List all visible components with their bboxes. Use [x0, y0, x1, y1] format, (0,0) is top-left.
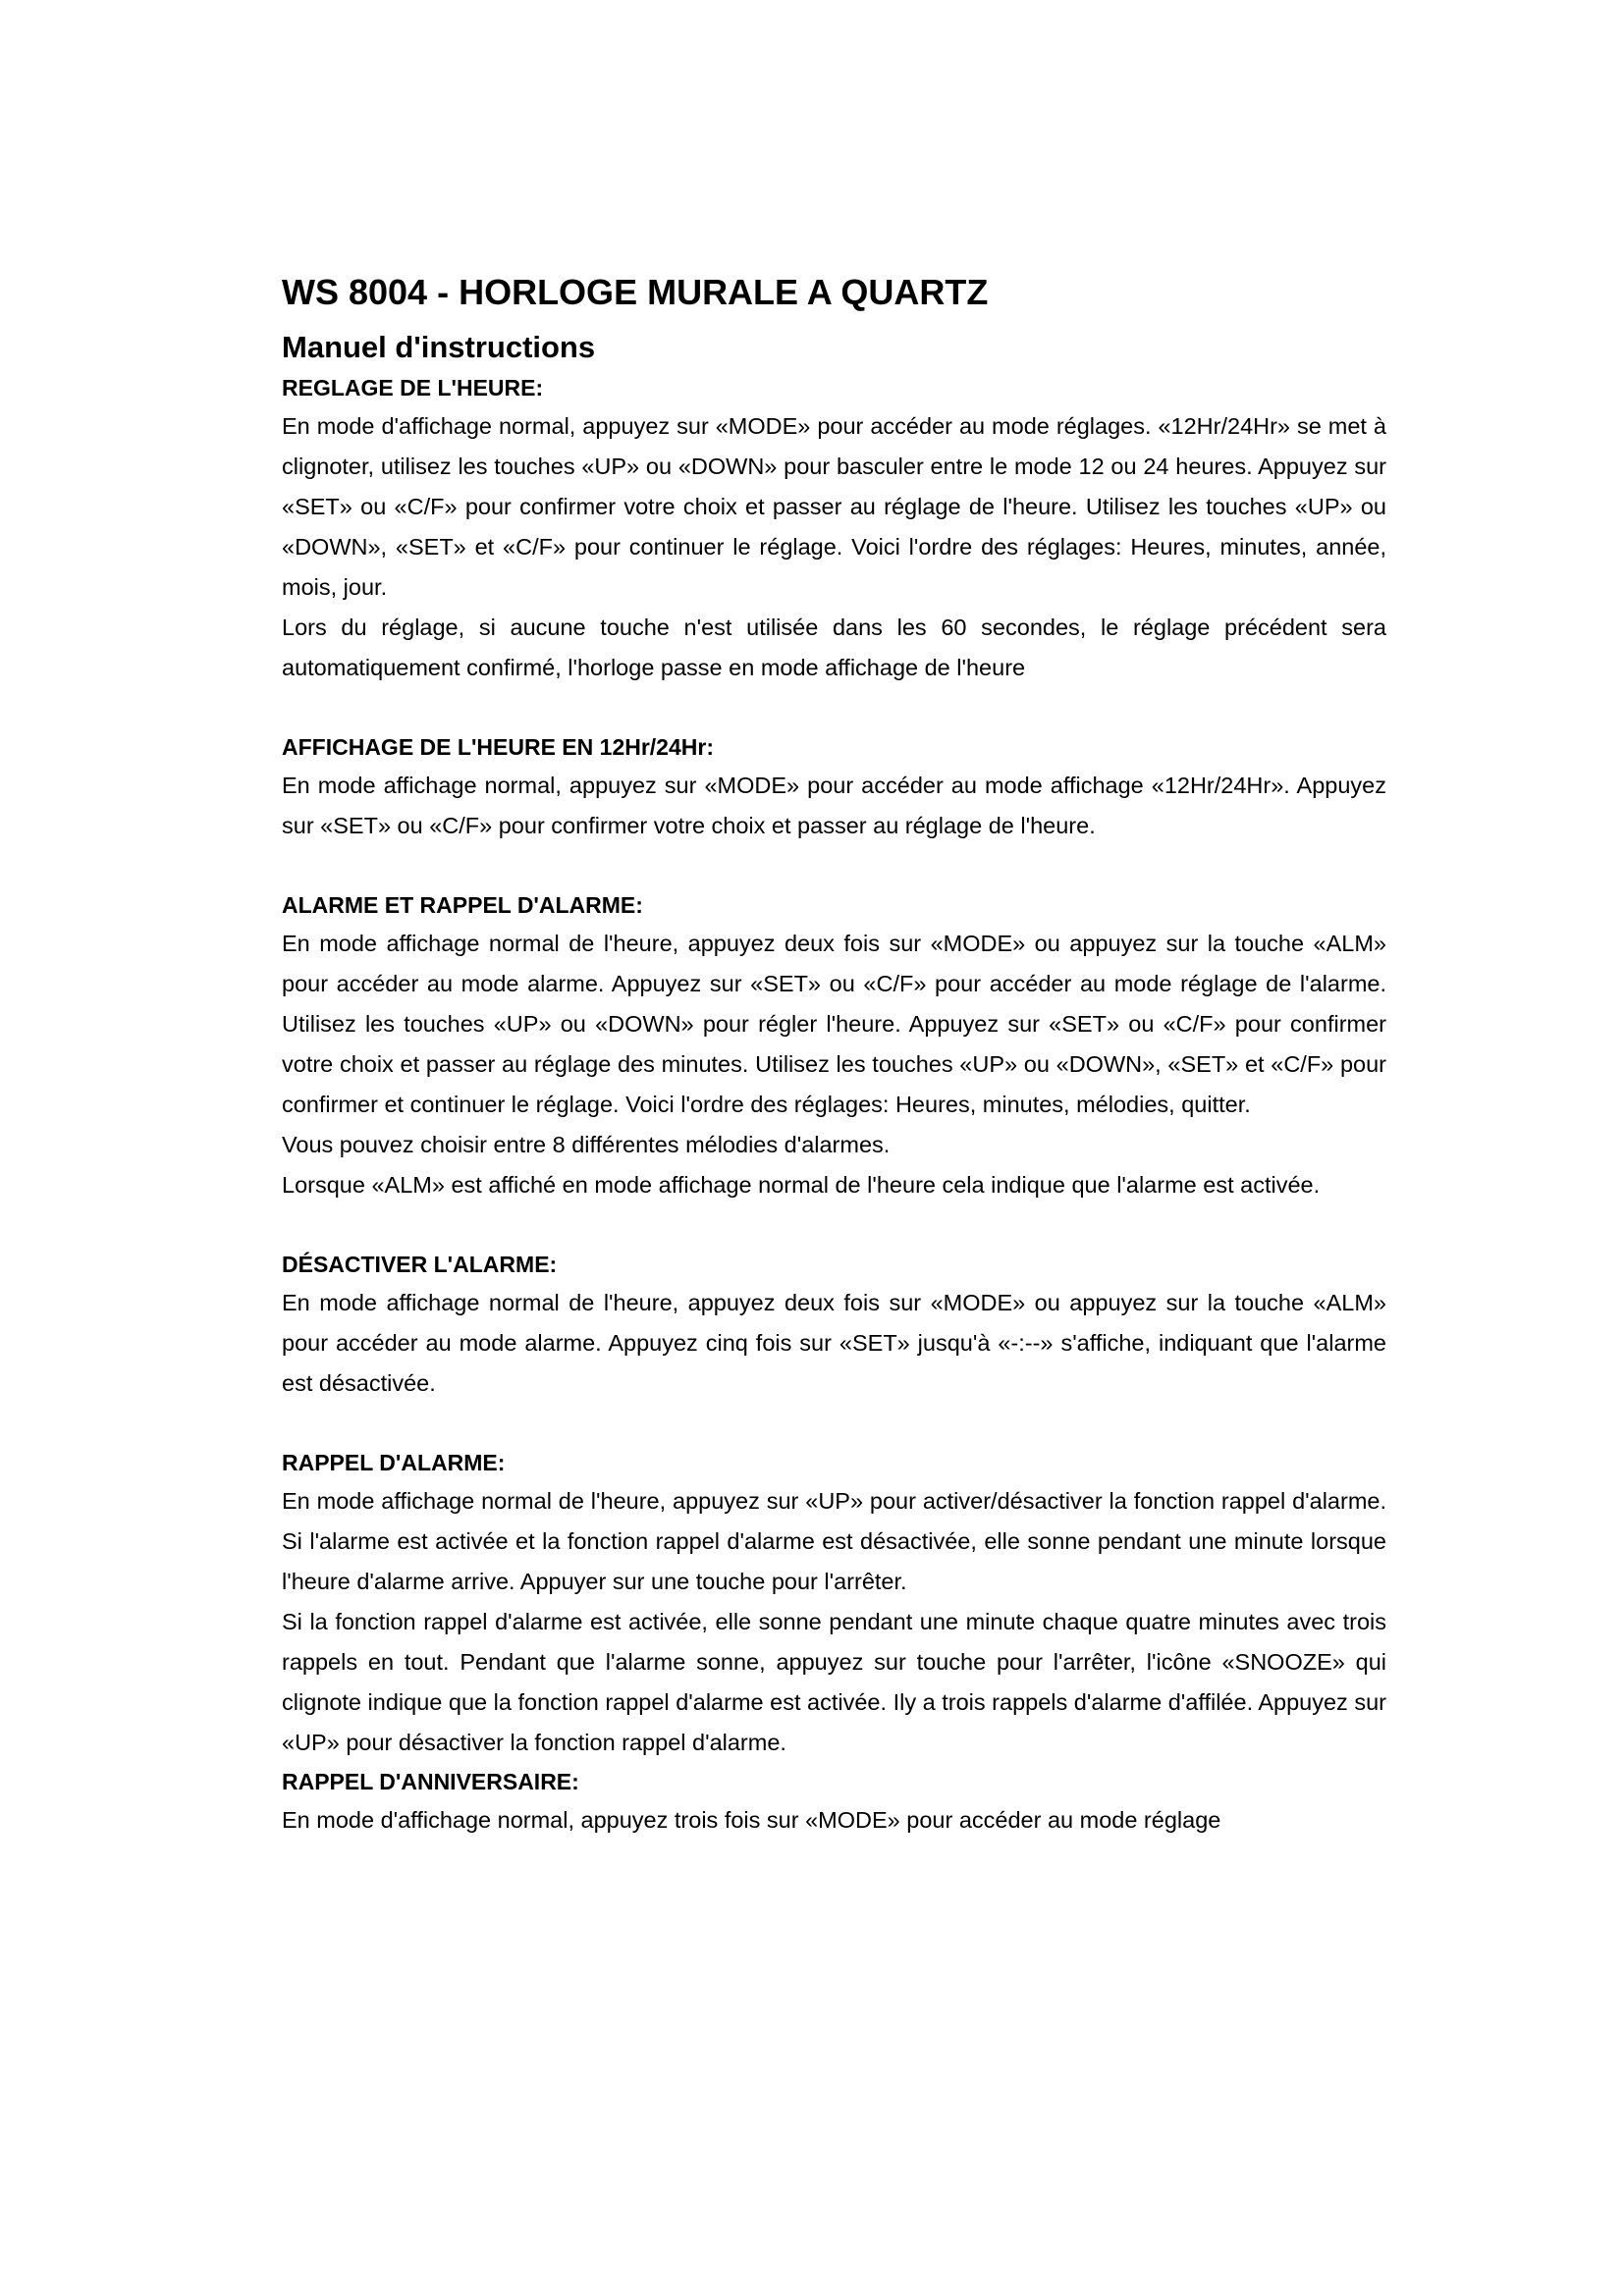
section-paragraph: En mode affichage normal, appuyez sur «MODE» pour accéder au mode affichage «12Hr/24Hr». Appuyez sur «SET» ou «C/F» pour confirmer votre choix et passer au réglage de l'heure.: [282, 773, 1386, 838]
section-paragraph: En mode d'affichage normal, appuyez trois fois sur «MODE» pour accéder au mode réglage: [282, 1807, 1221, 1833]
document-title: WS 8004 - HORLOGE MURALE A QUARTZ: [282, 272, 989, 312]
section-paragraph: En mode affichage normal de l'heure, appuyez deux fois sur «MODE» ou appuyez sur la touche «ALM» pour accéder au mode alarme. Appuyez sur «SET» ou «C/F» pour accéder au mode réglage de l'alarme. Utilisez les touches «UP» ou «DOWN» pour régler l'heure. Appuyez sur «SET» ou «C/F» pour confirmer votre choix et passer au réglage des minutes. Utilisez les touches «UP» ou «DOWN», «SET» et «C/F» pour confirmer et continuer le réglage. Voici l'ordre des réglages: Heures, minutes, mélodies, quitter.: [282, 931, 1386, 1117]
section-heading: REGLAGE DE L'HEURE:: [282, 375, 544, 400]
section-heading: DÉSACTIVER L'ALARME:: [282, 1252, 558, 1277]
section-spacer: [282, 1404, 1386, 1444]
section-spacer: [282, 688, 1386, 728]
section-paragraph: Vous pouvez choisir entre 8 différentes mélodies d'alarmes.: [282, 1132, 891, 1157]
section-heading: RAPPEL D'ANNIVERSAIRE:: [282, 1769, 579, 1794]
section-affichage-heure: [282, 728, 1386, 846]
section-paragraph: Lorsque «ALM» est affiché en mode affichage normal de l'heure cela indique que l'alarme est activée.: [282, 1172, 1321, 1198]
document-page: [282, 267, 1386, 1841]
section-paragraph: En mode d'affichage normal, appuyez sur «MODE» pour accéder au mode réglages. «12Hr/24Hr» se met à clignoter, utilisez les touches «UP» ou «DOWN» pour basculer entre le mode 12 ou 24 heures. Appuyez sur «SET» ou «C/F» pour confirmer votre choix et passer au réglage de l'heure. Utilisez les touches «UP» ou «DOWN», «SET» et «C/F» pour continuer le réglage. Voici l'ordre des réglages: Heures, minutes, année, mois, jour.: [282, 413, 1386, 600]
section-paragraph: Si la fonction rappel d'alarme est activée, elle sonne pendant une minute chaque quatre minutes avec trois rappels en tout. Pendant que l'alarme sonne, appuyez sur touche pour l'arrêter, l'icône «SNOOZE» qui clignote indique que la fonction rappel d'alarme est activée. Ily a trois rappels d'alarme d'affilée. Appuyez sur «UP» pour désactiver la fonction rappel d'alarme.: [282, 1609, 1386, 1755]
section-desactiver-alarme: [282, 1246, 1386, 1404]
section-reglage-heure: [282, 369, 1386, 688]
section-paragraph: Lors du réglage, si aucune touche n'est utilisée dans les 60 secondes, le réglage précédent sera automatiquement confirmé, l'horloge passe en mode affichage de l'heure: [282, 614, 1386, 680]
section-heading: ALARME ET RAPPEL D'ALARME:: [282, 892, 643, 918]
section-paragraph: En mode affichage normal de l'heure, appuyez deux fois sur «MODE» ou appuyez sur la touche «ALM» pour accéder au mode alarme. Appuyez cinq fois sur «SET» jusqu'à «-:--» s'affiche, indiquant que l'alarme est désactivée.: [282, 1290, 1386, 1396]
section-heading: RAPPEL D'ALARME:: [282, 1450, 506, 1475]
section-rappel-alarme: [282, 1444, 1386, 1763]
section-alarme-rappel: [282, 886, 1386, 1205]
section-heading: AFFICHAGE DE L'HEURE EN 12Hr/24Hr:: [282, 734, 714, 760]
section-spacer: [282, 846, 1386, 886]
section-paragraph: En mode affichage normal de l'heure, appuyez sur «UP» pour activer/désactiver la fonction rappel d'alarme. Si l'alarme est activée et la fonction rappel d'alarme est désactivée, elle sonne pendant une minute lorsque l'heure d'alarme arrive. Appuyer sur une touche pour l'arrêter.: [282, 1488, 1386, 1594]
section-spacer: [282, 1205, 1386, 1246]
section-rappel-anniversaire: [282, 1763, 1386, 1841]
document-subtitle: Manuel d'instructions: [282, 330, 596, 364]
